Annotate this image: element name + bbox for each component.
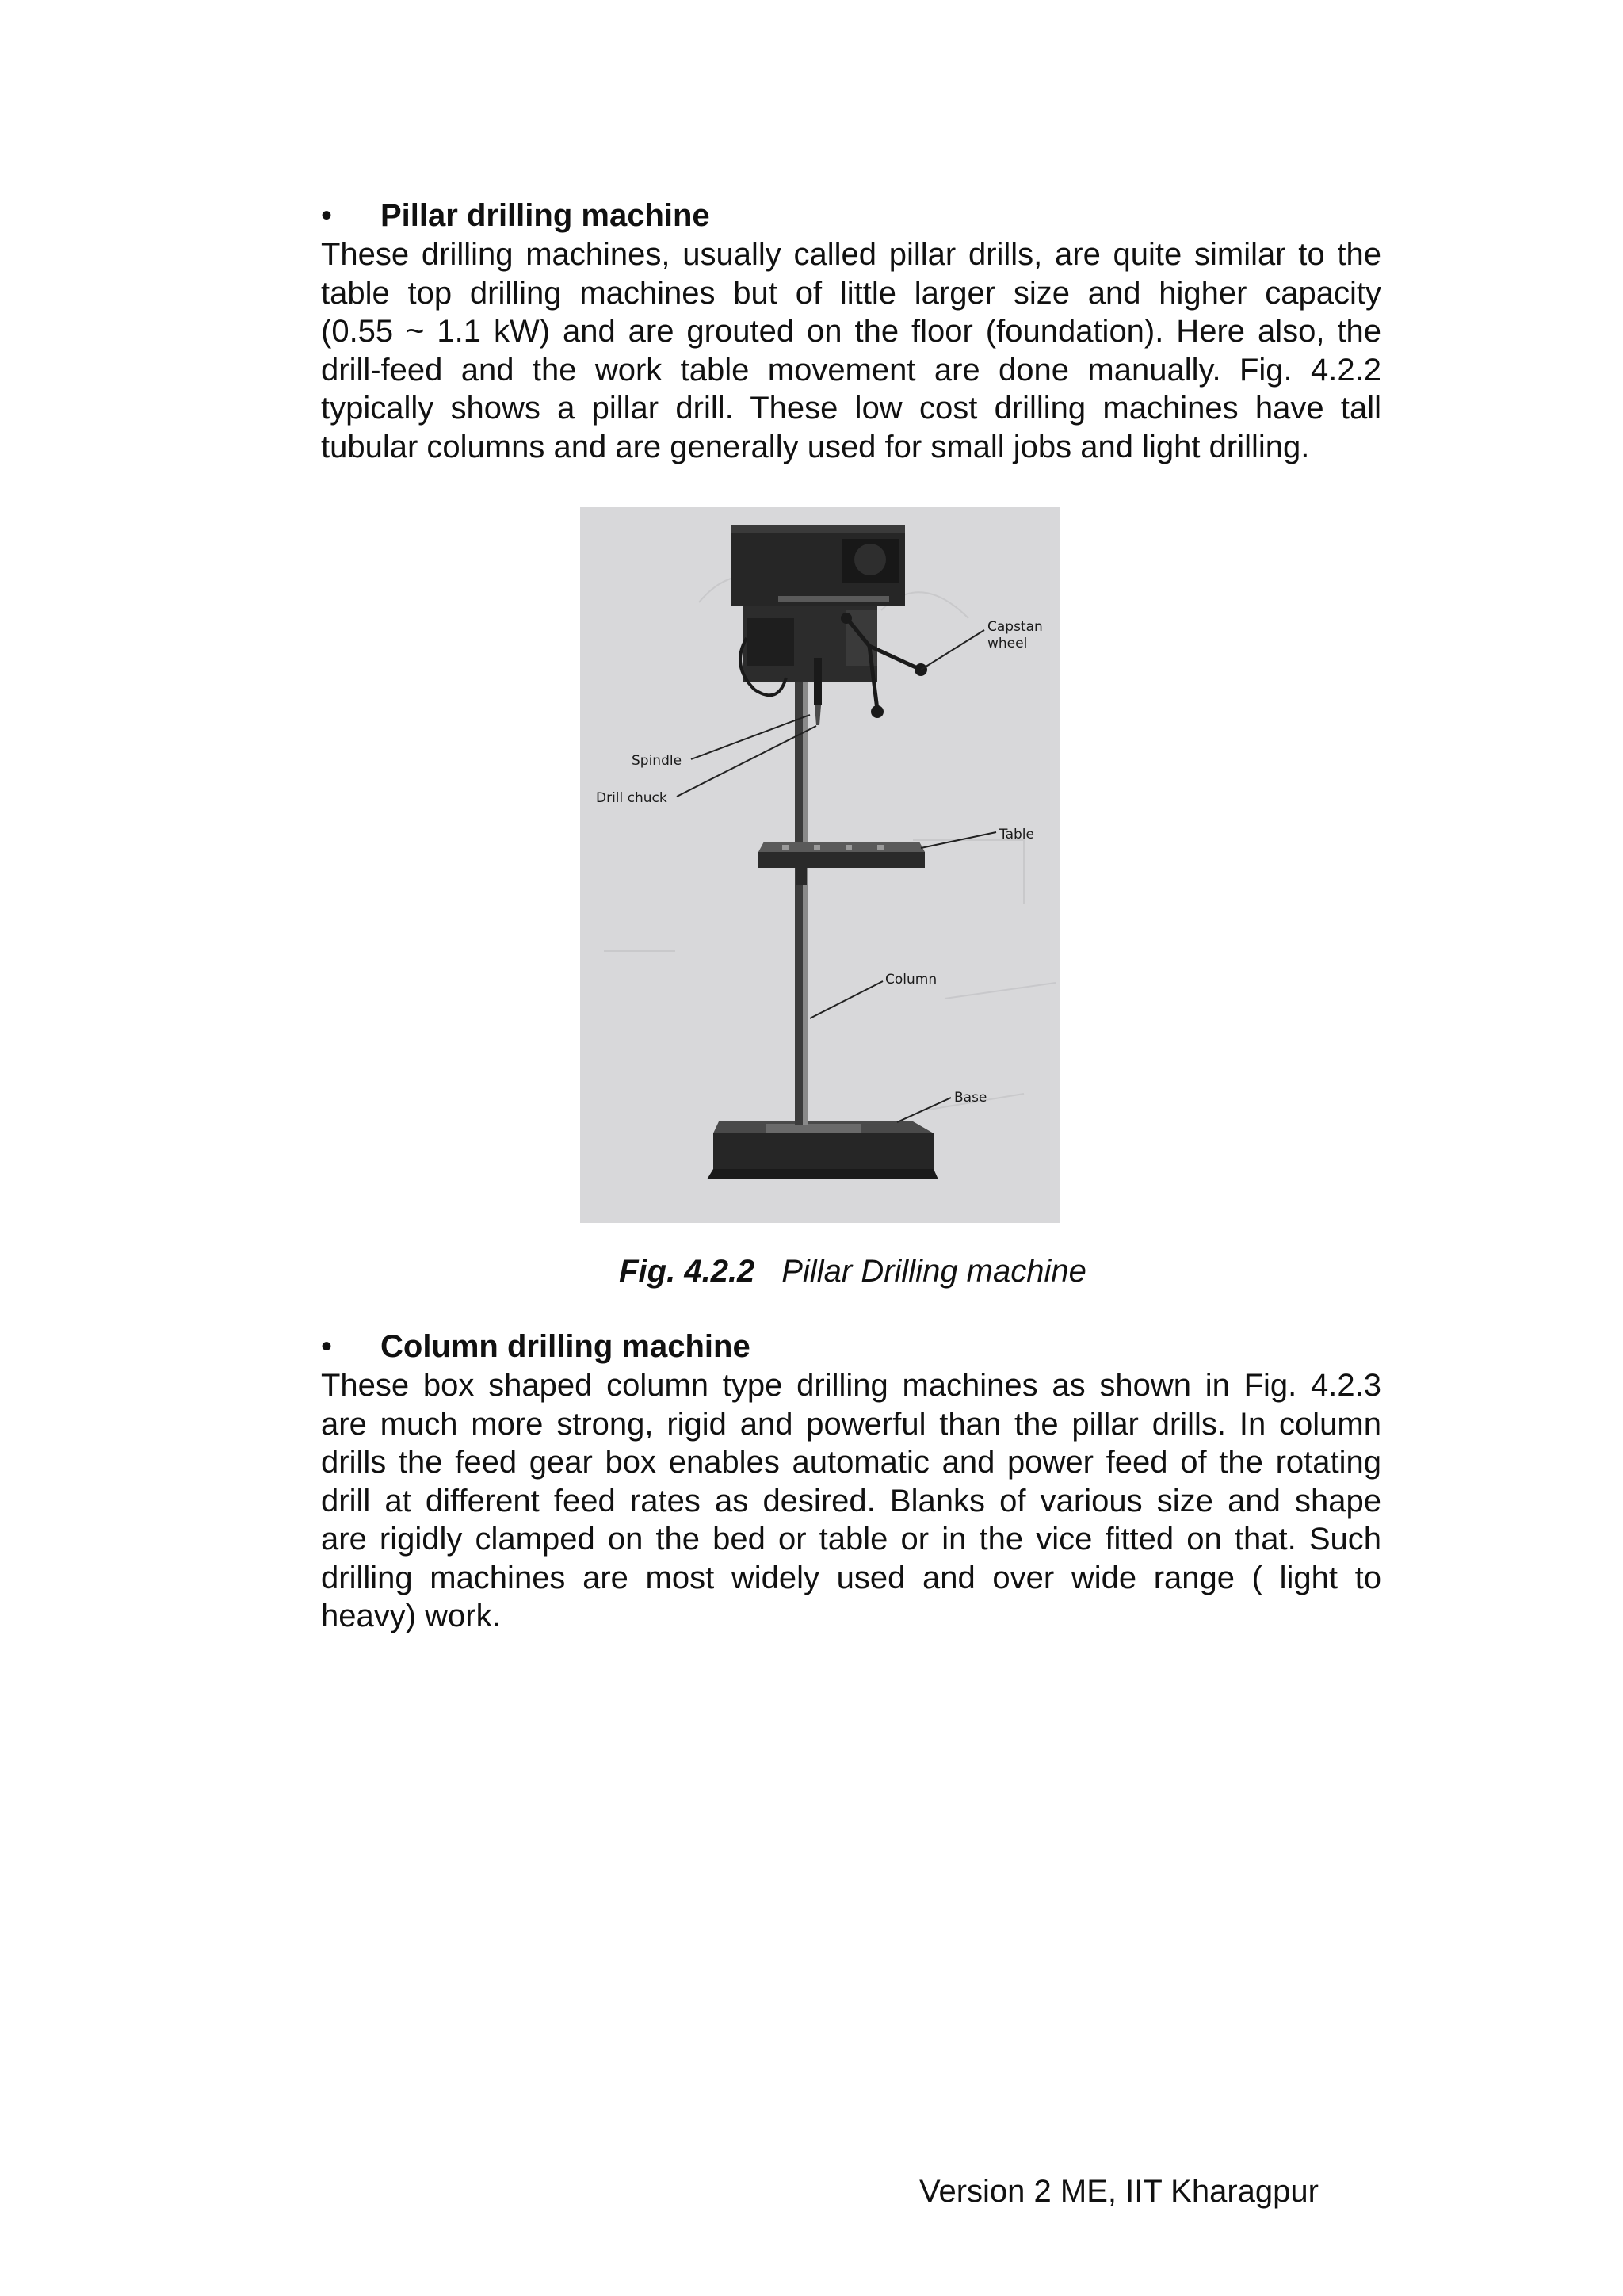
paragraph [321,1366,1381,1636]
text-line: drilling machines are most widely used and over wide range ( light to [321,1560,1381,1595]
section-column-drilling [321,1328,1381,1636]
label-base: Base [954,1090,987,1106]
text-line: These drilling machines, usually called pillar drills, are quite similar to the [321,237,1381,272]
label-spindle: Spindle [632,753,682,769]
label-capstan-1: Capstan [987,619,1043,635]
capstan-knob [841,613,852,624]
section-pillar-drilling [321,197,1381,466]
capstan-knob [871,705,884,718]
heading-text: Column drilling machine [380,1329,750,1364]
text-line: (0.55 ~ 1.1 kW) and are grouted on the floor (foundation). Here also, the [321,314,1381,349]
text-line: drills the feed gear box enables automatic and power feed of the rotating [321,1445,1381,1480]
label-capstan-2: wheel [987,636,1028,651]
heading-text: Pillar drilling machine [380,198,710,233]
machine-column [795,650,808,1125]
caption-title: Pillar Drilling machine [781,1254,1086,1289]
text-line: drill-feed and the work table movement are done manually. Fig. 4.2.2 [321,352,1381,388]
machine-base [707,1121,938,1179]
text-line: table top drilling machines but of little larger size and higher capacity [321,275,1381,311]
text-line: These box shaped column type drilling machines as shown in Fig. 4.2.3 [321,1368,1381,1403]
caption-number: Fig. 4.2.2 [619,1254,755,1289]
bullet-marker: • [321,198,333,233]
label-column: Column [885,972,938,988]
text-line: tubular columns and are generally used for small jobs and light drilling. [321,429,1310,464]
text-line: heavy) work. [321,1599,501,1633]
label-drill-chuck: Drill chuck [596,790,667,806]
label-table: Table [999,827,1034,842]
pillar-drill-illustration [580,507,1060,1223]
figure-caption [0,1252,1623,1291]
text-line: drill at different feed rates as desired. Blanks of various size and shape [321,1483,1381,1519]
text-line: are much more strong, rigid and powerful than the pillar drills. In column [321,1406,1381,1442]
section-heading [321,1328,1381,1366]
bullet-marker: • [321,1329,333,1364]
page-footer: Version 2 ME, IIT Kharagpur [919,2174,1319,2209]
figure-pillar-drill [580,507,1060,1223]
paragraph [321,235,1381,466]
text-line: are rigidly clamped on the bed or table or in the vice fitted on that. Such [321,1522,1381,1557]
text-line: typically shows a pillar drill. These low cost drilling machines have tall [321,391,1381,426]
section-heading [321,197,1381,235]
